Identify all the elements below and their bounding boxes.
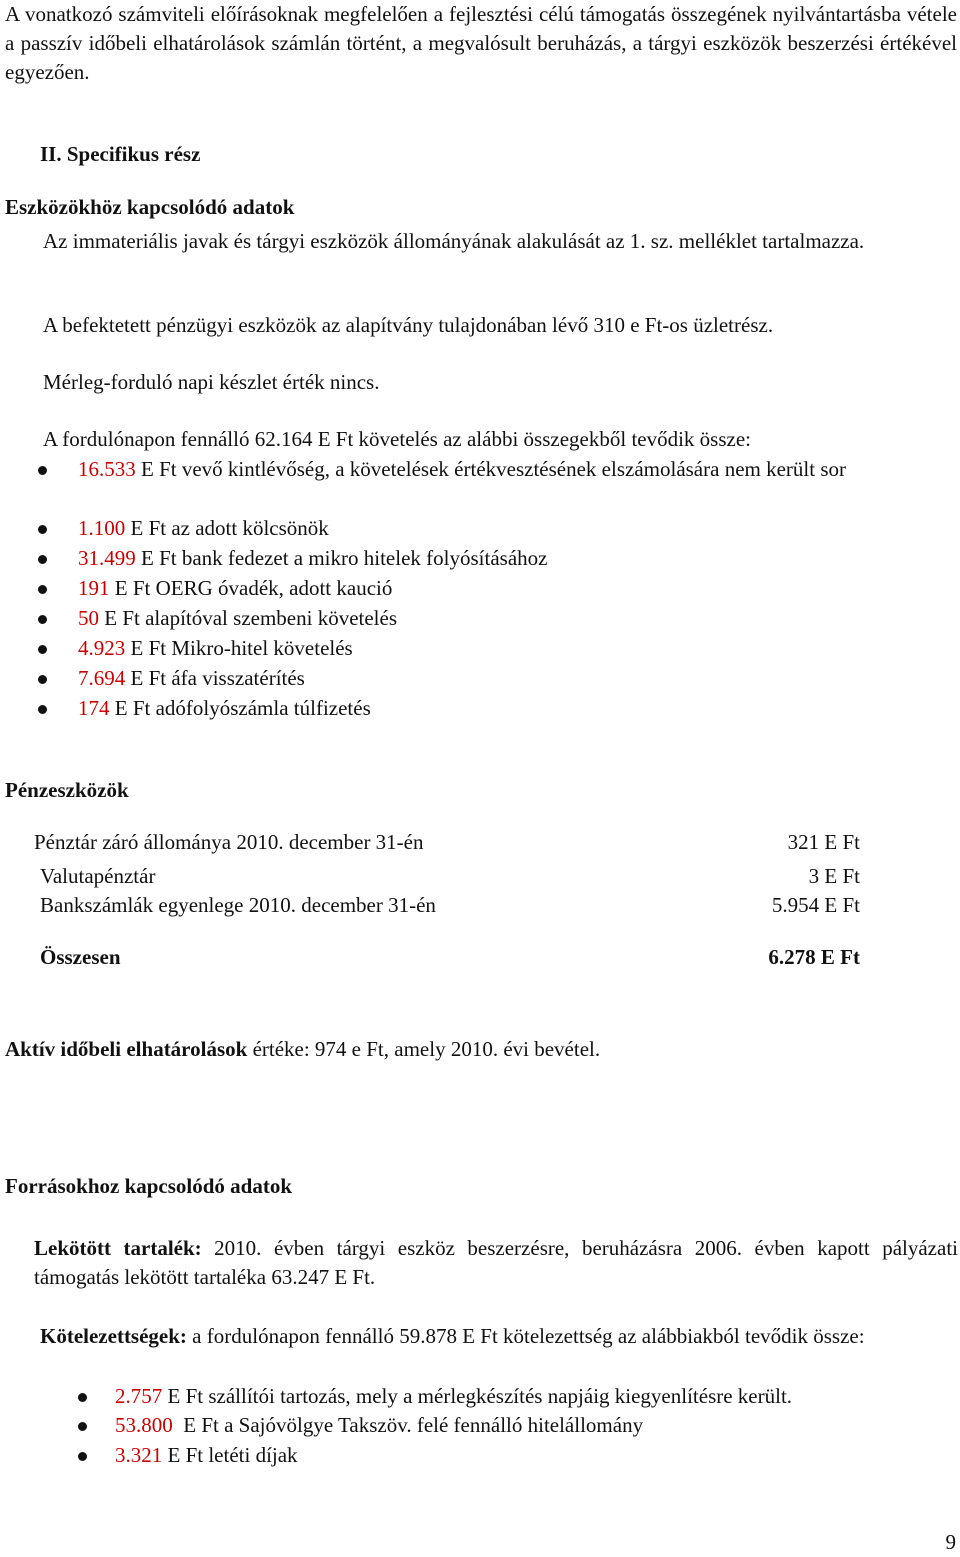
cash-row [0, 891, 860, 920]
list-item-text: 3.321 E Ft letéti díjak [115, 1443, 298, 1467]
list-item-text: 191 E Ft OERG óvadék, adott kaució [78, 576, 393, 600]
bullet-icon [38, 585, 47, 594]
assets-paragraph-3: Mérleg-forduló napi készlet érték nincs. [43, 370, 380, 394]
cash-row-label: Valutapénztár [40, 864, 156, 888]
bullet-icon [38, 525, 47, 534]
list-item-text: 53.800 E Ft a Sajóvölgye Takszöv. felé fennálló hitelállomány [115, 1413, 644, 1437]
sources-heading: Forrásokhoz kapcsolódó adatok [5, 1174, 293, 1198]
cash-row [0, 828, 860, 857]
bullet-icon [38, 645, 47, 654]
list-item-text: 2.757 E Ft szállítói tartozás, mely a mérlegkészítés napjáig kiegyenlítésre került. [115, 1384, 793, 1408]
list-item-text: 31.499 E Ft bank fedezet a mikro hitelek folyósításához [78, 546, 548, 570]
reserve-text: 2010. évben tárgyi eszköz beszerzésre, beruházásra 2006. évben kapott pályázati támogatás lekötött tartaléka 63.247 E Ft. [34, 1236, 958, 1289]
bullet-icon [78, 1393, 87, 1402]
intro-paragraph: A vonatkozó számviteli előírásoknak megfelelően a fejlesztési célú támogatás összegének nyilvántartásba vétele a passzív időbeli elhatárolások számlán történt, a megvalósult beruházás, a tárgyi eszközök beszerzési értékével egyezően. [5, 2, 957, 84]
bullet-icon [78, 1452, 87, 1461]
liabilities-label: Kötelezettségek: [40, 1324, 187, 1348]
cash-row [0, 862, 860, 891]
list-item-text: 1.100 E Ft az adott kölcsönök [78, 516, 329, 540]
accrual-paragraph [5, 1035, 600, 1064]
assets-heading: Eszközökhöz kapcsolódó adatok [5, 195, 295, 219]
liabilities-paragraph [40, 1322, 958, 1351]
cash-heading: Pénzeszközök [5, 778, 129, 802]
page-number: 9 [945, 1530, 956, 1554]
list-item-text: 174 E Ft adófolyószámla túlfizetés [78, 696, 371, 720]
cash-table [0, 828, 960, 978]
section-title: II. Specifikus rész [40, 142, 201, 166]
assets-paragraph-1 [43, 227, 957, 256]
cash-row-label: Bankszámlák egyenlege 2010. december 31-én [40, 893, 436, 917]
accrual-text: értéke: 974 e Ft, amely 2010. évi bevétel. [247, 1037, 601, 1061]
list-item-text: 4.923 E Ft Mikro-hitel követelés [78, 636, 353, 660]
assets-paragraph-2: A befektetett pénzügyi eszközök az alapítvány tulajdonában lévő 310 e Ft-os üzletrész. [43, 313, 774, 337]
bullet-icon [38, 675, 47, 684]
list-item-text: 50 E Ft alapítóval szembeni követelés [78, 606, 397, 630]
accrual-label: Aktív időbeli elhatárolások [5, 1037, 248, 1061]
assets-paragraph-1-text: Az immateriális javak és tárgyi eszközök állományának alakulását az 1. sz. melléklet tartalmazza. [43, 229, 865, 253]
liabilities-text: a fordulónapon fennálló 59.878 E Ft kötelezettség az alábbiakból tevődik össze: [186, 1324, 865, 1348]
assets-paragraph-4: A fordulónapon fennálló 62.164 E Ft követelés az alábbi összegekből tevődik össze: [43, 427, 752, 451]
cash-total-label: Összesen [40, 945, 121, 969]
cash-total-value: 6.278 E Ft [768, 945, 860, 969]
bullet-icon [38, 555, 47, 564]
bullet-icon [78, 1422, 87, 1431]
cash-total-row [0, 943, 860, 972]
bullet-icon [38, 466, 47, 475]
bullet-icon [38, 705, 47, 714]
reserve-paragraph [34, 1234, 958, 1292]
cash-row-value: 5.954 E Ft [771, 893, 860, 917]
cash-row-label: Pénztár záró állománya 2010. december 31-én [34, 830, 424, 854]
cash-row-value: 321 E Ft [787, 830, 860, 854]
reserve-label: Lekötött tartalék: [34, 1236, 202, 1260]
cash-row-value: 3 E Ft [808, 864, 860, 888]
bullet-icon [38, 615, 47, 624]
list-item-text: 7.694 E Ft áfa visszatérítés [78, 666, 305, 690]
list-item-text: 16.533 E Ft vevő kintlévőség, a követelések értékvesztésének elszámolására nem került sor [78, 457, 846, 481]
